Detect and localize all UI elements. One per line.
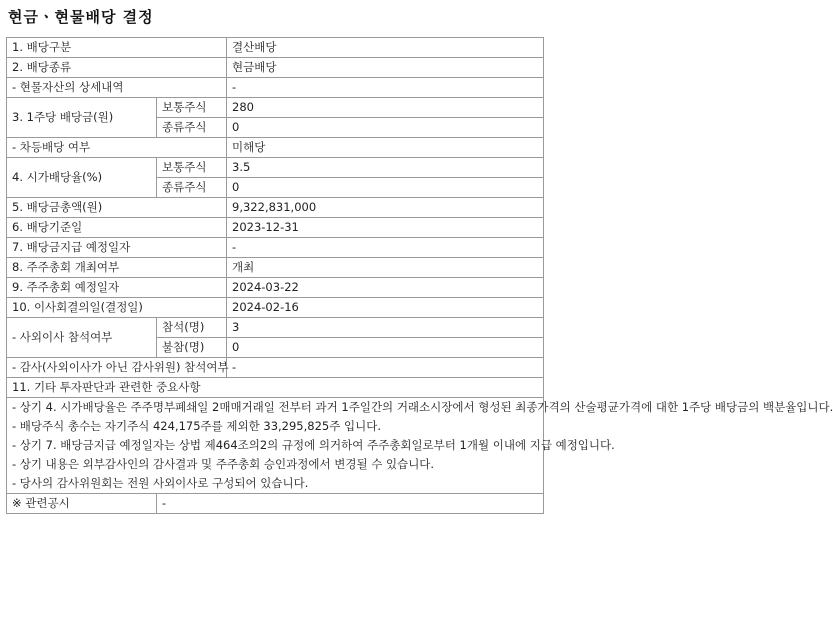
note-item: - 배당주식 총수는 자기주식 424,175주를 제외한 33,295,825주 입니다.: [12, 419, 381, 433]
sub-label: 참석(명): [157, 318, 227, 338]
table-row: [7, 98, 544, 118]
row-label: - 감사(사외이사가 아닌 감사위원) 참석여부: [7, 358, 227, 378]
note-item: - 상기 7. 배당금지급 예정일자는 상법 제464조의2의 규정에 의거하여 주주총회일로부터 1개월 이내에 지급 예정입니다.: [12, 438, 615, 452]
row-label: 4. 시가배당율(%): [7, 158, 157, 198]
row-label: - 차등배당 여부: [7, 138, 227, 158]
row-value: 3.5: [227, 158, 544, 178]
row-value: 현금배당: [227, 58, 544, 78]
row-value: 280: [227, 98, 544, 118]
sub-label: 종류주식: [157, 118, 227, 138]
row-label: 10. 이사회결의일(결정일): [7, 298, 227, 318]
sub-label: 종류주식: [157, 178, 227, 198]
table-row: [7, 494, 544, 514]
row-value: -: [227, 78, 544, 98]
table-row: [7, 378, 544, 398]
notes-cell: [7, 398, 833, 494]
row-label: 11. 기타 투자판단과 관련한 중요사항: [7, 378, 544, 398]
row-value: -: [157, 494, 544, 514]
row-label: 6. 배당기준일: [7, 218, 227, 238]
table-row: [7, 138, 544, 158]
row-value: 결산배당: [227, 38, 544, 58]
row-label: 7. 배당금지급 예정일자: [7, 238, 227, 258]
table-row: [7, 238, 544, 258]
table-row: [7, 218, 544, 238]
row-label: 3. 1주당 배당금(원): [7, 98, 157, 138]
row-value: -: [227, 238, 544, 258]
row-value: 3: [227, 318, 544, 338]
row-value: 2024-02-16: [227, 298, 544, 318]
table-row: [7, 318, 544, 338]
table-row: [7, 158, 544, 178]
row-value: 개최: [227, 258, 544, 278]
note-item: - 상기 내용은 외부감사인의 감사결과 및 주주총회 승인과정에서 변경될 수 있습니다.: [12, 457, 435, 471]
row-value: 2023-12-31: [227, 218, 544, 238]
table-row: [7, 358, 544, 378]
table-row: [7, 198, 544, 218]
row-value: 0: [227, 118, 544, 138]
note-item: - 상기 4. 시가배당율은 주주명부폐쇄일 2매매거래일 전부터 과거 1주일간의 거래소시장에서 형성된 최종가격의 산술평균가격에 대한 1주당 배당금의 백분율입니다.: [12, 400, 833, 414]
sub-label: 불참(명): [157, 338, 227, 358]
dividend-table: [6, 37, 833, 514]
sub-label: 보통주식: [157, 158, 227, 178]
row-label: - 현물자산의 상세내역: [7, 78, 227, 98]
table-row: [7, 38, 544, 58]
table-row: [7, 398, 544, 494]
row-label: 8. 주주총회 개최여부: [7, 258, 227, 278]
row-value: 미해당: [227, 138, 544, 158]
row-label: 9. 주주총회 예정일자: [7, 278, 227, 298]
row-value: 0: [227, 338, 544, 358]
table-row: [7, 258, 544, 278]
row-label: 2. 배당종류: [7, 58, 227, 78]
row-label: 1. 배당구분: [7, 38, 227, 58]
row-label: - 사외이사 참석여부: [7, 318, 157, 358]
table-row: [7, 278, 544, 298]
row-label: ※ 관련공시: [7, 494, 157, 514]
page-title: 현금ㆍ현물배당 결정: [8, 8, 154, 26]
note-item: - 당사의 감사위원회는 전원 사외이사로 구성되어 있습니다.: [12, 476, 309, 490]
table-row: [7, 78, 544, 98]
row-label: 5. 배당금총액(원): [7, 198, 227, 218]
row-value: -: [227, 358, 544, 378]
table-row: [7, 298, 544, 318]
row-value: 0: [227, 178, 544, 198]
row-value: 9,322,831,000: [227, 198, 544, 218]
row-value: 2024-03-22: [227, 278, 544, 298]
table-row: [7, 58, 544, 78]
sub-label: 보통주식: [157, 98, 227, 118]
